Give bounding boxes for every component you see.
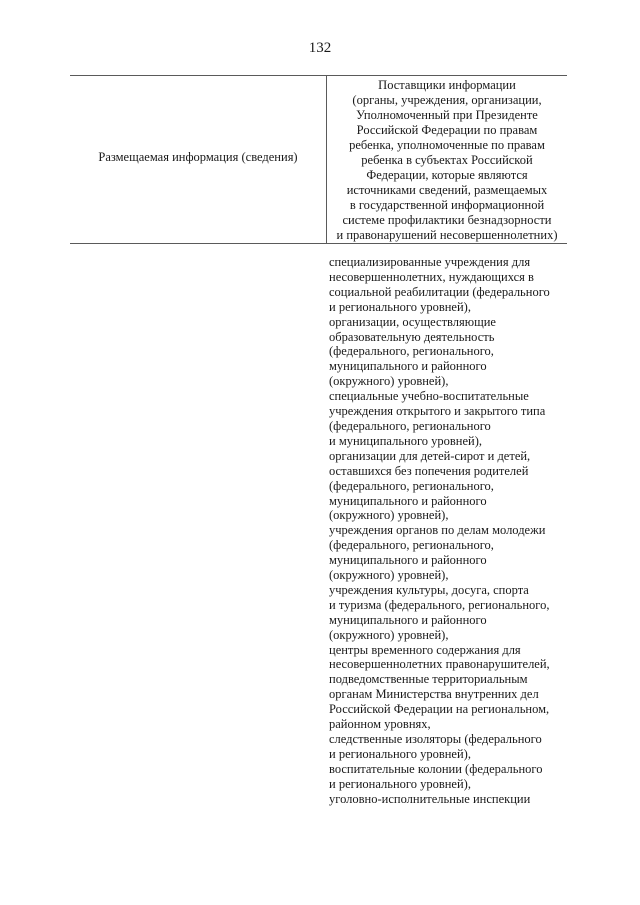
body-text-line: подведомственные территориальным <box>329 672 528 687</box>
header-text-line: в государственной информационной <box>349 198 545 212</box>
body-text-line: специализированные учреждения для <box>329 255 531 269</box>
body-text-line: учреждения открытого и закрытого типа <box>329 404 546 419</box>
body-text-line: образовательную деятельность <box>329 329 495 344</box>
body-text-line: воспитательные колонии (федерального <box>329 761 543 776</box>
body-text-line: (федерального, регионального, <box>329 538 494 553</box>
body-text-line: уголовно-исполнительные инспекции <box>329 791 531 806</box>
body-text-line: муниципального и районного <box>329 359 487 374</box>
header-text-line: и правонарушений несовершеннолетних) <box>336 228 558 242</box>
header-text-line: ребенка в субъектах Российской <box>361 153 533 167</box>
body-text-line: (окружного) уровней), <box>329 508 449 523</box>
body-text-line: муниципального и районного <box>329 553 487 568</box>
body-text-line: организации для детей-сирот и детей, <box>329 448 531 463</box>
body-text-line: (окружного) уровней), <box>329 627 449 642</box>
body-text-line: и туризма (федерального, регионального, <box>329 597 550 612</box>
header-text-line: Уполномоченный при Президенте <box>356 108 538 122</box>
body-text-line: и муниципального уровней), <box>329 433 483 448</box>
header-text-line: ребенка, уполномоченные по правам <box>349 138 545 152</box>
body-text-line: (федерального, регионального, <box>329 344 494 359</box>
body-text-line: организации, осуществляющие <box>329 314 496 329</box>
page-number: 132 <box>308 40 332 56</box>
body-text-line: районном уровнях, <box>329 717 431 732</box>
body-text-line: учреждения культуры, досуга, спорта <box>329 582 529 597</box>
body-text-line: несовершеннолетних, нуждающихся в <box>329 269 534 284</box>
body-text-line: и регионального уровней), <box>329 776 471 791</box>
body-text-line: оставшихся без попечения родителей <box>329 463 529 478</box>
table-header-bottom-rule <box>70 243 567 244</box>
body-text-line: (окружного) уровней), <box>329 374 449 389</box>
body-text-line: учреждения органов по делам молодежи <box>329 523 546 538</box>
header-cell-information: Размещаемая информация (сведения) <box>98 150 298 164</box>
body-text-line: муниципального и районного <box>329 493 487 508</box>
body-text-line: социальной реабилитации (федерального <box>329 284 550 299</box>
body-text-line: центры временного содержания для <box>329 642 521 657</box>
body-text-line: муниципального и районного <box>329 612 487 627</box>
body-text-line: специальные учебно-воспитательные <box>329 389 529 404</box>
header-text-line: Федерации, которые являются <box>366 168 528 182</box>
body-text-line: и регионального уровней), <box>329 746 471 761</box>
body-text-line: (окружного) уровней), <box>329 568 449 583</box>
header-text-line: источниками сведений, размещаемых <box>346 183 548 197</box>
table-top-rule <box>70 75 567 76</box>
body-text-line: (федерального, регионального <box>329 418 491 433</box>
header-text-line: Поставщики информации <box>378 78 516 92</box>
body-cell-suppliers <box>329 255 569 807</box>
body-text-line: следственные изоляторы (федерального <box>329 732 542 746</box>
body-text-line: и регионального уровней), <box>329 299 471 314</box>
body-text-line: органам Министерства внутренних дел <box>329 687 539 702</box>
body-text-line: Российской Федерации на региональном, <box>329 702 550 717</box>
header-cell-suppliers <box>327 78 567 243</box>
header-text-line: системе профилактики безнадзорности <box>342 213 552 227</box>
header-text-line: Российской Федерации по правам <box>356 123 538 137</box>
header-text-line: (органы, учреждения, организации, <box>352 93 542 107</box>
body-text-line: несовершеннолетних правонарушителей, <box>329 657 550 672</box>
body-text-line: (федерального, регионального, <box>329 478 494 493</box>
